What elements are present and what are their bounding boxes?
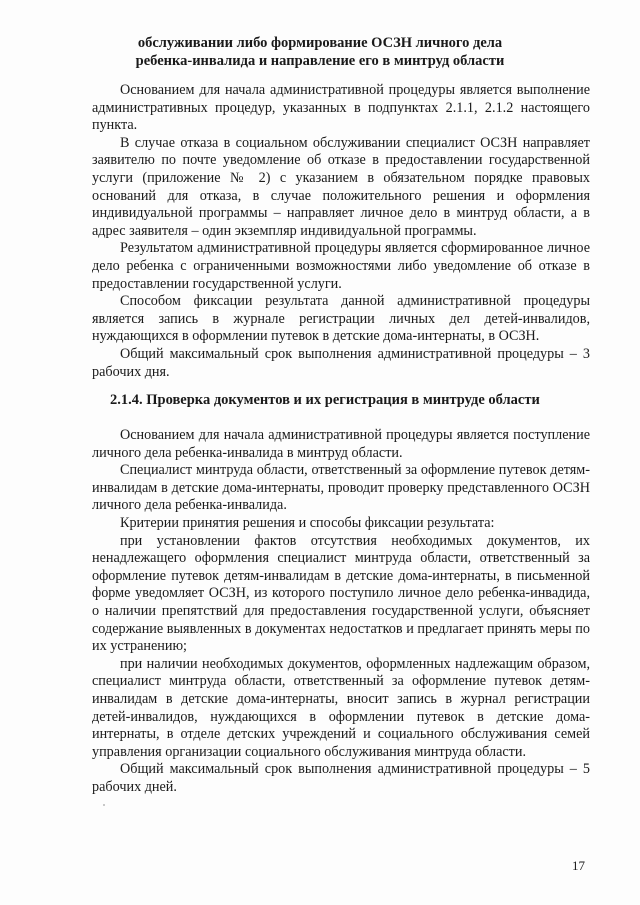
paragraph: Основанием для начала административной процедуры является поступление личного дела ребенка-инвалида в минтруд области. (92, 427, 590, 461)
page-heading (60, 34, 580, 70)
paragraph: Основанием для начала административной процедуры является выполнение административных процедур, указанных в подпунктах 2.1.1, 2.1.2 настоящего пункта. (92, 82, 590, 134)
scan-speck (103, 804, 105, 806)
paragraph: при наличии необходимых документов, оформленных надлежащим образом, специалист минтруда области, ответственный за оформление путевок детям-инвалидам в детские дома-интернаты, вносит запись в журнал регистрации детей-инвалидов, нуждающихся в оформлении путевок в детские дома-интернаты, в отделе детских учреждений и социального обслуживания семей управления организации социального обслуживания минтруда области. (92, 655, 590, 760)
section-1-body (92, 82, 590, 381)
paragraph: В случае отказа в социальном обслуживании специалист ОСЗН направляет заявителю по почте уведомление об отказе в предоставлении государственной услуги (приложение № 2) с указанием в обязательном порядке правовых оснований для отказа, в случае положительного решения и оформления индивидуальной программы – направляет личное дело в минтруд области, а в адрес заявителя – один экземпляр индивидуальной программы. (92, 134, 590, 239)
page-heading-line-1: обслуживании либо формирование ОСЗН личного дела (137, 35, 503, 51)
paragraph: Специалист минтруда области, ответственный за оформление путевок детям-инвалидам в детские дома-интернаты, проводит проверку представленного ОСЗН личного дела ребенка-инвалида. (92, 462, 590, 514)
paragraph: Критерии принятия решения и способы фиксации результата: (120, 514, 495, 531)
section-2-body (92, 427, 590, 796)
paragraph: Общий максимальный срок выполнения административной процедуры – 3 рабочих дня. (92, 345, 590, 380)
paragraph: Результатом административной процедуры является сформированное личное дело ребенка с ограниченными возможностями либо уведомление об отказе в предоставлении государственной услуги. (92, 240, 590, 292)
paragraph: Общий максимальный срок выполнения административной процедуры – 5 рабочих дней. (92, 761, 590, 795)
section-heading: 2.1.4. Проверка документов и их регистрация в минтруде области (110, 392, 540, 408)
page-heading-line-2: ребенка-инвалида и направление его в минтруд области (135, 53, 505, 69)
paragraph: при установлении фактов отсутствия необходимых документов, их ненадлежащего оформления специалист минтруда области, ответственный за оформление путевок детям-инвалидам в детские дома-интернаты, в письменной форме уведомляет ОСЗН, из которого поступило личное дело ребенка-инвадида, о наличии препятствий для предоставления государственной услуги, объясняет содержание выявленных в документах недостатков и предлагает принять меры по их устранению; (92, 532, 590, 655)
page-number: 17 (572, 858, 585, 873)
paragraph: Способом фиксации результата данной административной процедуры является запись в журнале регистрации личных дел детей-инвалидов, нуждающихся в оформлении путевок в детские дома-интернаты, в ОСЗН. (92, 293, 590, 345)
